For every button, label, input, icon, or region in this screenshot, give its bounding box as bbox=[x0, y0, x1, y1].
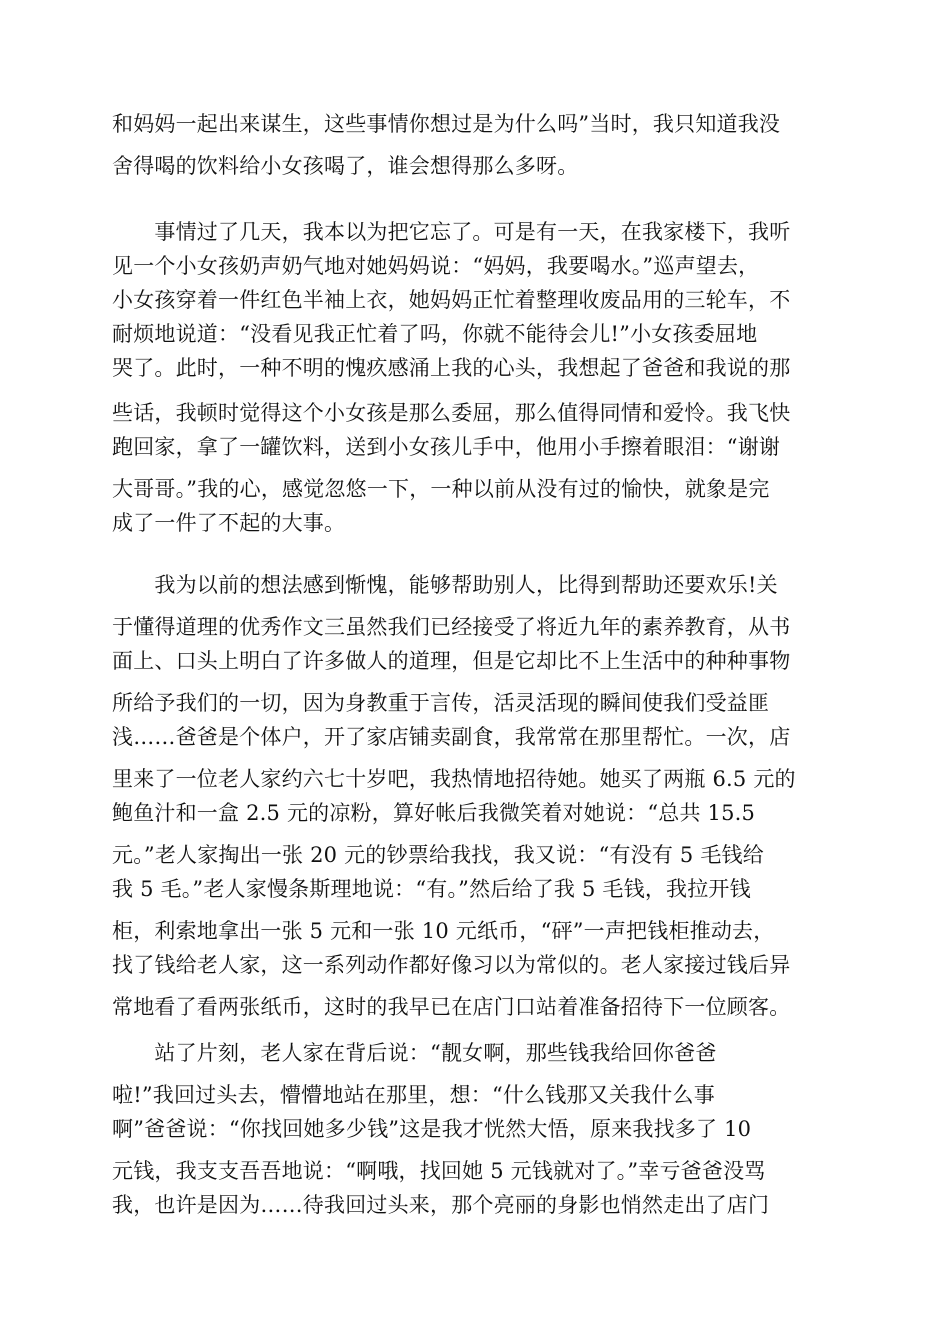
text-line: 耐烦地说道：“没看见我正忙着了吗，你就不能待会儿!”小女孩委屈地 bbox=[112, 322, 758, 346]
text-line: 啊”爸爸说：“你找回她多少钱”这是我才恍然大悟，原来我找多了 10 bbox=[112, 1117, 752, 1141]
text-line: 找了钱给老人家，这一系列动作都好像习以为常似的。老人家接过钱后异 bbox=[112, 953, 791, 977]
text-line: 舍得喝的饮料给小女孩喝了，谁会想得那么多呀。 bbox=[112, 154, 579, 178]
text-line: 鲍鱼汁和一盒 2.5 元的凉粉，算好帐后我微笑着对她说：“总共 15.5 bbox=[112, 801, 756, 825]
text-line: 常地看了看两张纸币，这时的我早已在店门口站着准备招待下一位顾客。 bbox=[112, 995, 791, 1019]
text-line: 里来了一位老人家约六七十岁吧，我热情地招待她。她买了两瓶 6.5 元的 bbox=[112, 767, 796, 791]
text-line: 元钱，我支支吾吾地说：“啊哦，找回她 5 元钱就对了。”幸亏爸爸没骂 bbox=[112, 1159, 766, 1183]
text-line: 成了一件了不起的大事。 bbox=[112, 511, 346, 535]
text-line: 我为以前的想法感到惭愧，能够帮助别人，比得到帮助还要欢乐!关 bbox=[112, 573, 778, 597]
text-line: 小女孩穿着一件红色半袖上衣，她妈妈正忙着整理收废品用的三轮车，不 bbox=[112, 288, 791, 312]
text-line: 啦!”我回过头去，懵懵地站在那里，想：“什么钱那又关我什么事 bbox=[112, 1083, 715, 1107]
text-line: 和妈妈一起出来谋生，这些事情你想过是为什么吗”当时，我只知道我没 bbox=[112, 112, 781, 136]
text-line: 面上、口头上明白了许多做人的道理，但是它却比不上生活中的种种事物 bbox=[112, 649, 791, 673]
text-line: 我，也许是因为……待我回过头来，那个亮丽的身影也悄然走出了店门 bbox=[112, 1193, 770, 1217]
text-line: 事情过了几天，我本以为把它忘了。可是有一天，在我家楼下，我听 bbox=[112, 220, 791, 244]
text-line: 于懂得道理的优秀作文三虽然我们已经接受了将近九年的素养教育，从书 bbox=[112, 615, 791, 639]
text-line: 我 5 毛。”老人家慢条斯理地说：“有。”然后给了我 5 毛钱，我拉开钱 bbox=[112, 877, 751, 901]
text-line: 些话，我顿时觉得这个小女孩是那么委屈，那么值得同情和爱怜。我飞快 bbox=[112, 401, 791, 425]
text-line: 元。”老人家掏出一张 20 元的钞票给我找，我又说：“有没有 5 毛钱给 bbox=[112, 843, 764, 867]
text-line: 跑回家，拿了一罐饮料，送到小女孩儿手中，他用小手擦着眼泪：“谢谢 bbox=[112, 435, 781, 459]
text-line: 浅……爸爸是个体户，开了家店铺卖副食，我常常在那里帮忙。一次，店 bbox=[112, 725, 791, 749]
text-line: 大哥哥。”我的心，感觉忽悠一下，一种以前从没有过的愉快，就象是完 bbox=[112, 477, 770, 501]
text-line: 见一个小女孩奶声奶气地对她妈妈说：“妈妈，我要喝水。”巡声望去， bbox=[112, 254, 760, 278]
text-line: 站了片刻，老人家在背后说：“靓女啊，那些钱我给回你爸爸 bbox=[112, 1041, 717, 1065]
text-line: 哭了。此时，一种不明的愧疚感涌上我的心头，我想起了爸爸和我说的那 bbox=[112, 356, 791, 380]
text-line: 柜，利索地拿出一张 5 元和一张 10 元纸币，“砰”一声把钱柜推动去， bbox=[112, 919, 775, 943]
text-line: 所给予我们的一切，因为身教重于言传，活灵活现的瞬间使我们受益匪 bbox=[112, 691, 770, 715]
